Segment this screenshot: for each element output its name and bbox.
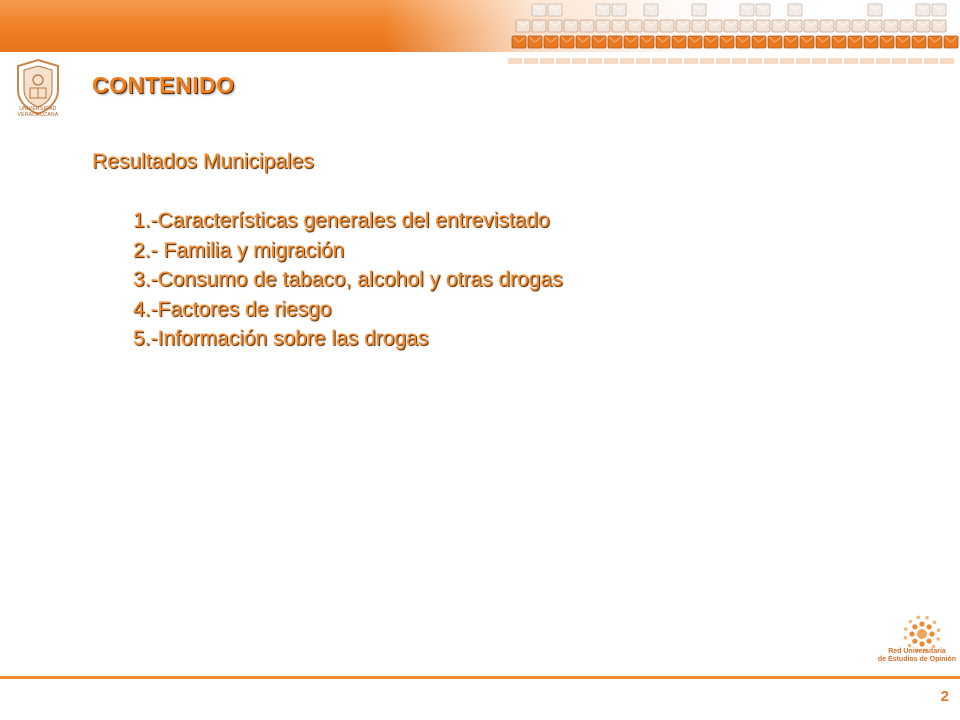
network-dot [904, 627, 908, 631]
decorative-tile [540, 58, 554, 64]
content-list [133, 206, 563, 354]
network-dot [936, 637, 940, 641]
decorative-tile [876, 58, 890, 64]
decorative-tile [636, 58, 650, 64]
decorative-tile [892, 58, 906, 64]
network-dot [929, 631, 934, 636]
footer-divider [0, 676, 960, 679]
decorative-tile [796, 58, 810, 64]
decorative-tile [828, 58, 842, 64]
network-dot [937, 628, 941, 632]
network-dot [917, 629, 927, 639]
decorative-tile-pattern [508, 0, 960, 72]
network-dot [925, 616, 929, 620]
network-dot [909, 620, 913, 624]
network-dot [912, 624, 917, 629]
decorative-tile [572, 58, 586, 64]
decorative-tile [684, 58, 698, 64]
decorative-tile [716, 58, 730, 64]
decorative-tile [940, 58, 954, 64]
list-item: 1.-Características generales del entrevistado [133, 209, 550, 232]
decorative-tile [732, 58, 746, 64]
decorative-tile [588, 58, 602, 64]
decorative-tile [668, 58, 682, 64]
decorative-tile [860, 58, 874, 64]
network-dot [933, 621, 937, 625]
network-logo-caption [872, 648, 960, 663]
network-dot [904, 636, 908, 640]
network-dot [919, 621, 924, 626]
network-dot [916, 616, 920, 620]
decorative-tile [764, 58, 778, 64]
network-logo-line2: de Estudios de Opinión [877, 655, 957, 663]
list-item: 3.-Consumo de tabaco, alcohol y otras drogas [133, 268, 563, 291]
decorative-tile [604, 58, 618, 64]
decorative-tile [508, 58, 522, 64]
decorative-tile [700, 58, 714, 64]
decorative-tile [748, 58, 762, 64]
list-item: 2.- Familia y migración [133, 238, 345, 262]
decorative-tile [908, 58, 922, 64]
decorative-tile [652, 58, 666, 64]
decorative-tile [780, 58, 794, 64]
decorative-tile [924, 58, 938, 64]
section-title: CONTENIDO [92, 72, 235, 98]
university-logo-caption: UNIVERSIDAD VERACRUZANA [17, 106, 59, 118]
content-subtitle: Resultados Municipales [92, 150, 314, 173]
network-dot [908, 644, 912, 648]
network-logo-line1: Red Universitaria [888, 648, 946, 655]
page-number: 2 [940, 688, 949, 705]
list-item: 4.-Factores de riesgo [133, 297, 332, 321]
network-dot [912, 639, 917, 644]
network-dot [927, 639, 932, 644]
network-dots-icon [880, 614, 960, 674]
network-dot [919, 641, 924, 646]
decorative-tile [812, 58, 826, 64]
network-dot [909, 631, 914, 636]
list-item: 5.-Información sobre las drogas [133, 327, 429, 350]
decorative-tile [844, 58, 858, 64]
decorative-tile [556, 58, 570, 64]
network-dot [927, 624, 932, 629]
decorative-tile [620, 58, 634, 64]
decorative-tile [524, 58, 538, 64]
